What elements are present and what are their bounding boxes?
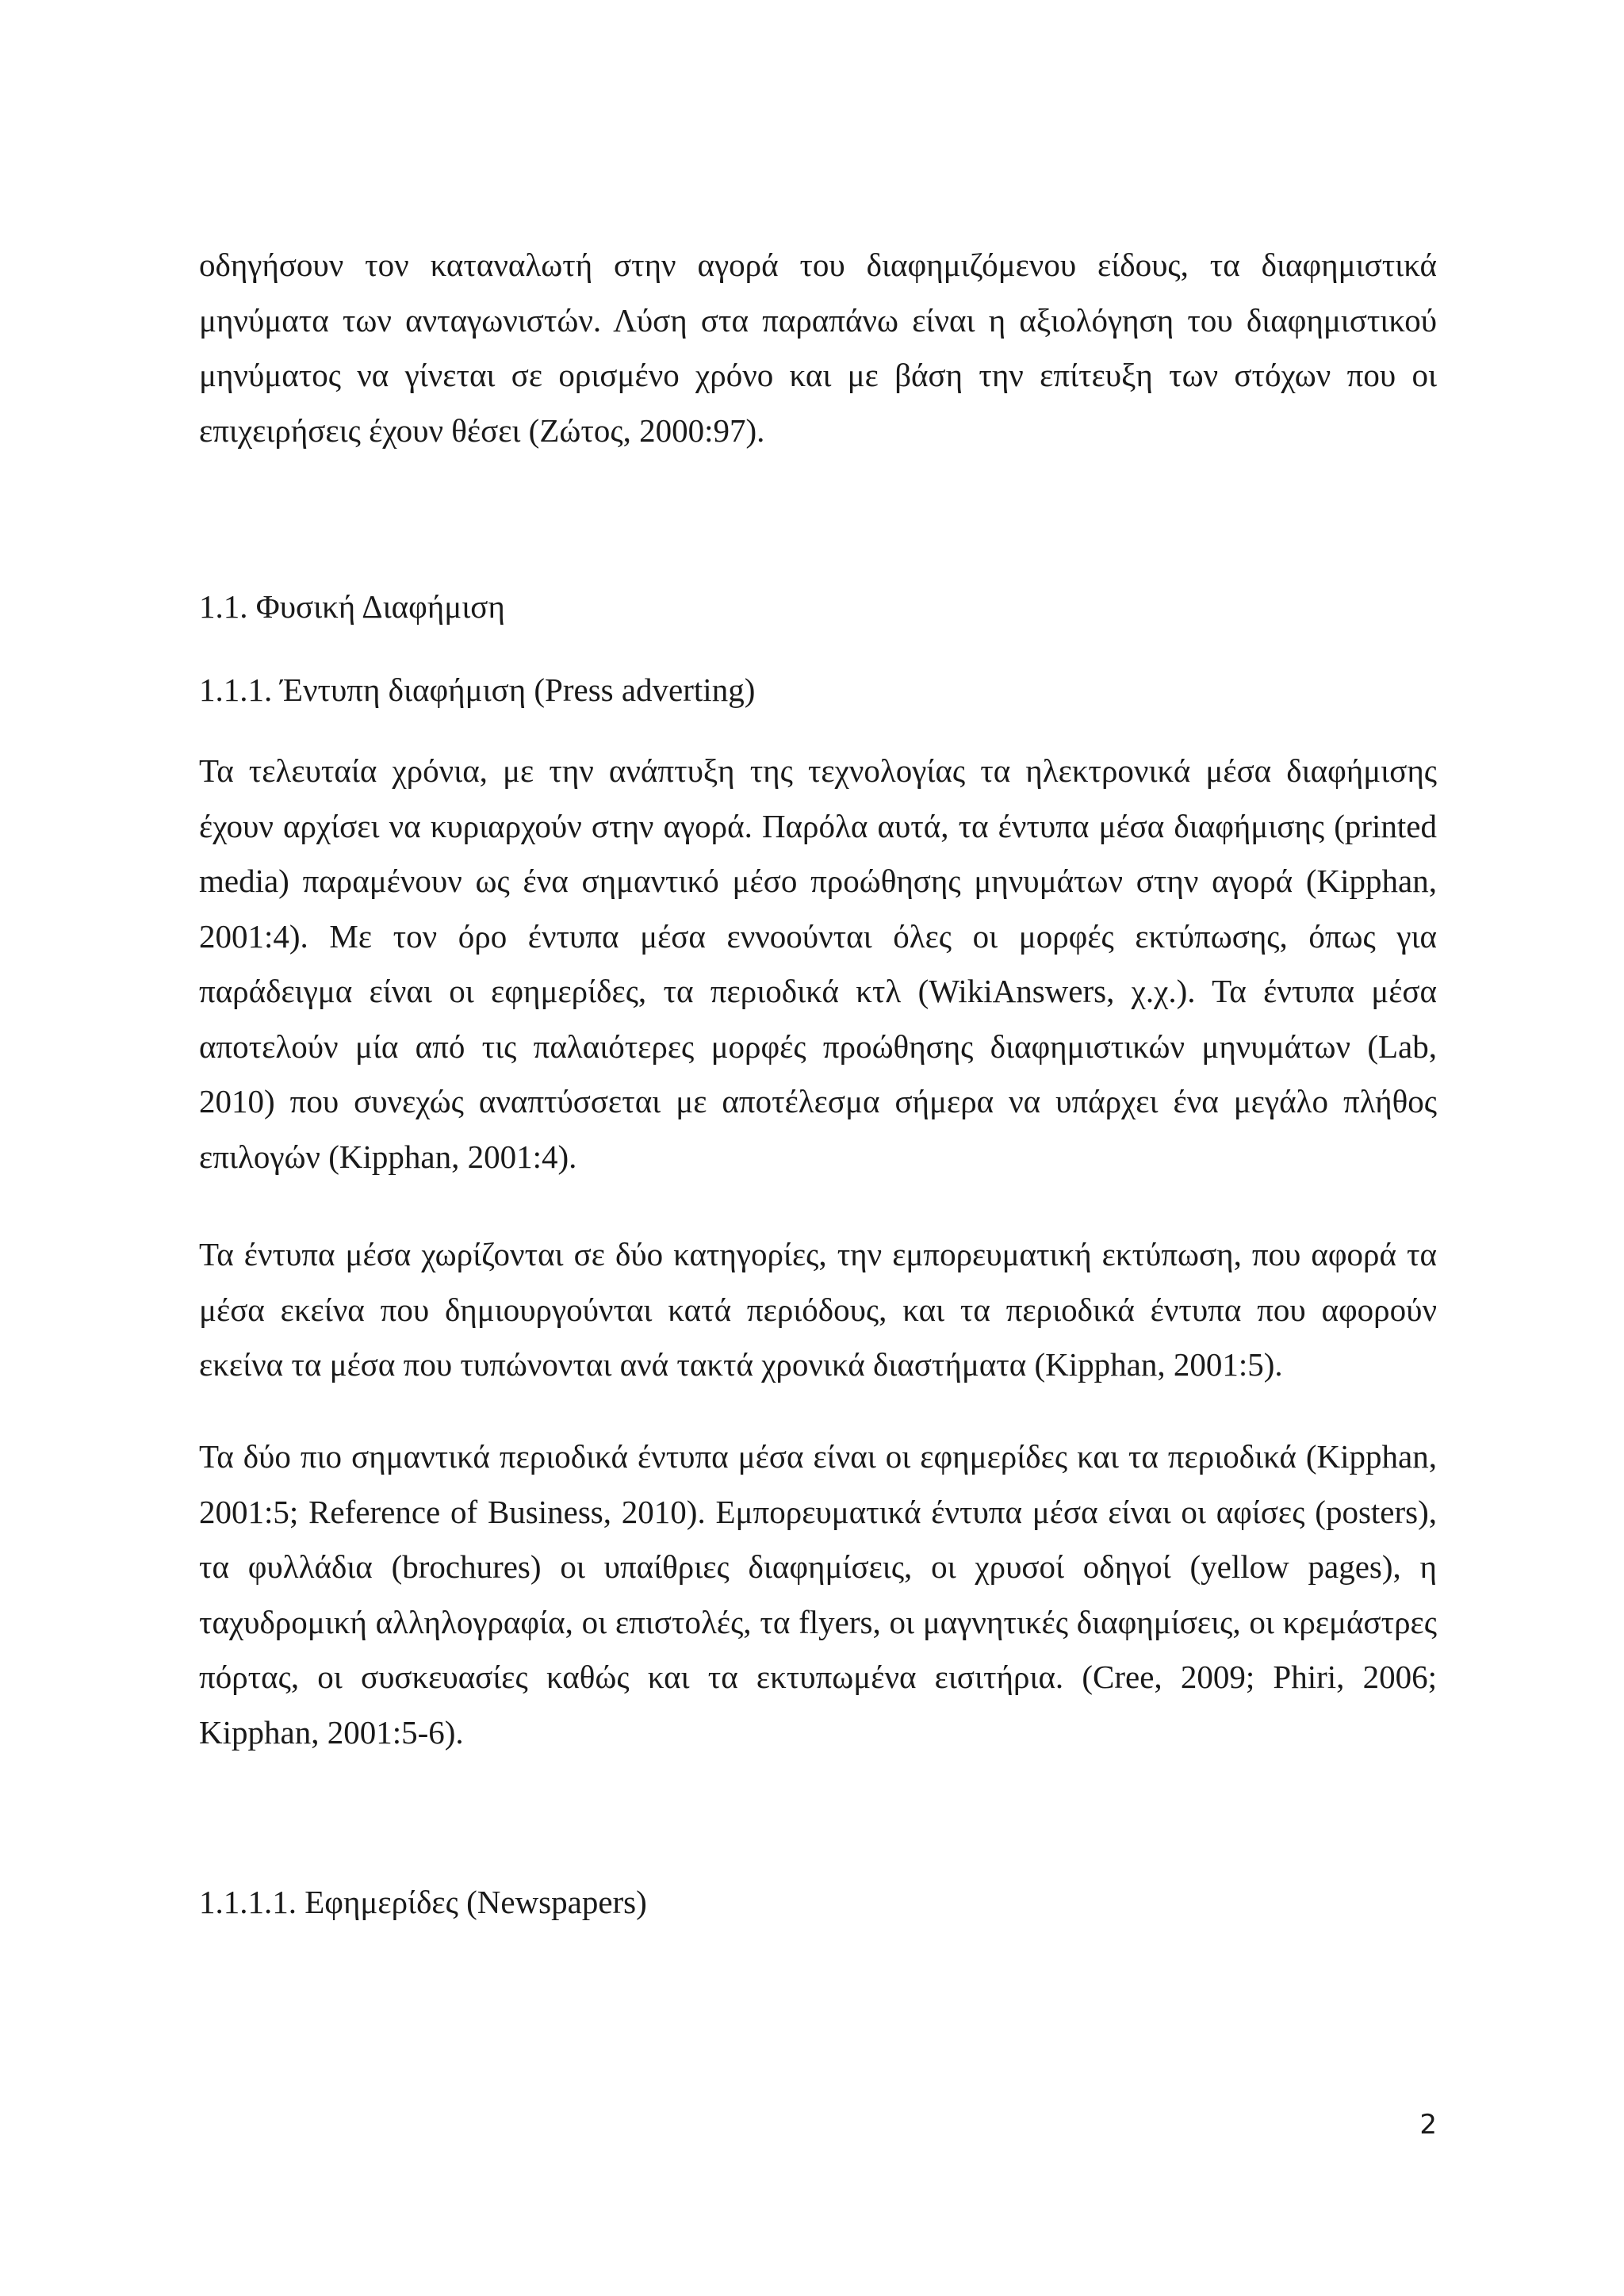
paragraph-press-examples: Τα δύο πιο σημαντικά περιοδικά έντυπα μέσα είναι οι εφημερίδες και τα περιοδικά (Kipphan, 2001:5; Reference of Business, 2010). Εμπορευματικά έντυπα μέσα είναι οι αφίσες (posters), τα φυλλάδια (brochures) οι υπαίθριες διαφημίσεις, οι χρυσοί οδηγοί (yellow pages), η ταχυδρομική αλληλογραφία, οι επιστολές, τα flyers, οι μαγνητικές διαφημίσεις, οι κρεμάστρες πόρτας, οι συσκευασίες καθώς και τα εκτυπωμένα εισιτήρια. (Cree, 2009; Phiri, 2006; Kipphan, 2001:5-6).: [199, 1438, 1437, 1751]
paragraph-press-categories: Τα έντυπα μέσα χωρίζονται σε δύο κατηγορίες, την εμπορευματική εκτύπωση, που αφορά τα μέσα εκείνα που δημιουργούνται κατά περιόδους, και τα περιοδικά έντυπα που αφορούν εκείνα τα μέσα που τυπώνονται ανά τακτά χρονικά διαστήματα (Kipphan, 2001:5).: [199, 1236, 1437, 1383]
heading-section-1-1-1-1: 1.1.1.1. Εφημερίδες (Newspapers): [199, 1884, 647, 1920]
heading-section-1-1-1: 1.1.1. Έντυπη διαφήμιση (Press adverting): [199, 672, 756, 708]
page-number: 2: [1419, 2109, 1437, 2141]
paragraph-press-intro: Τα τελευταία χρόνια, με την ανάπτυξη της τεχνολογίας τα ηλεκτρονικά μέσα διαφήμισης έχουν αρχίσει να κυριαρχούν στην αγορά. Παρόλα αυτά, τα έντυπα μέσα διαφήμισης (printed media) παραμένουν ως ένα σημαντικό μέσο προώθησης μηνυμάτων στην αγορά (Kipphan, 2001:4). Με τον όρο έντυπα μέσα εννοούνται όλες οι μορφές εκτύπωσης, όπως για παράδειγμα είναι οι εφημερίδες, τα περιοδικά κτλ (WikiAnswers, χ.χ.). Τα έντυπα μέσα αποτελούν μία από τις παλαιότερες μορφές προώθησης διαφημιστικών μηνυμάτων (Lab, 2010) που συνεχώς αναπτύσσεται με αποτέλεσμα σήμερα να υπάρχει ένα μεγάλο πλήθος επιλογών (Kipphan, 2001:4).: [199, 752, 1437, 1175]
paragraph-intro-continuation: οδηγήσουν τον καταναλωτή στην αγορά του διαφημιζόμενου είδους, τα διαφημιστικά μηνύματα των ανταγωνιστών. Λύση στα παραπάνω είναι η αξιολόγηση του διαφημιστικού μηνύματος να γίνεται σε ορισμένο χρόνο και με βάση την επίτευξη των στόχων που οι επιχειρήσεις έχουν θέσει (Ζώτος, 2000:97).: [199, 247, 1437, 449]
heading-section-1-1: 1.1. Φυσική Διαφήμιση: [199, 588, 505, 625]
